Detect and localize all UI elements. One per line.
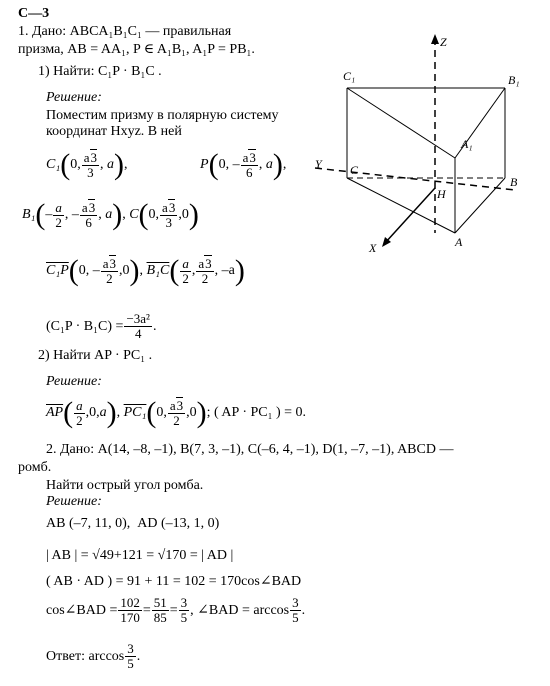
p2-question: Найти острый угол ромба. <box>46 478 204 493</box>
p2-vectors: AB (–7, 11, 0), AD (–13, 1, 0) <box>46 516 220 531</box>
solution-text-2: координат Hxyz. В ней <box>46 124 182 139</box>
p2-dot: ( AB · AD ) = 91 + 11 = 102 = 170cos∠BAD <box>46 574 302 589</box>
prism-figure <box>305 28 535 258</box>
label-c: C <box>350 163 359 177</box>
y-axis <box>315 168 515 190</box>
vector-c1p-b1c: C₁P ( 0, – $\frac{a3}{2}$ ,0 ) , B₁C ( $\frac{a}{2}$ , $\frac{a3}{2}$ , –a ) <box>46 254 245 287</box>
problem-set-header: С—3 <box>18 6 50 21</box>
p2-answer: Ответ: arccos $\frac{3}{5}$ . <box>46 641 141 671</box>
p2-given: 2. Дано: A(14, –8, –1), B(7, 3, –1), C(–6, 4, –1), D(1, –7, –1), ABCD — <box>46 442 454 457</box>
p2-solution-heading: Решение: <box>46 494 102 509</box>
p2-cos: cos∠BAD = $\frac{102}{170}$ = $\frac{51}{85}$ = $\frac{3}{5}$ , ∠BAD = arccos $\frac{3}{5}$ . <box>46 595 306 625</box>
label-b: B <box>510 175 518 189</box>
label-x: X <box>369 241 377 255</box>
vector-ap-pc1: $\overline{AP}$ ( $\frac{a}{2}$ ,0, a ) , PC₁ ( 0, $\frac{a3}{2}$ ,0 ) ; ( AP · PC₁ ) = 0. <box>46 396 307 429</box>
edge-c1a1 <box>347 88 455 158</box>
solution-text-1: Поместим призму в полярную систему <box>46 108 279 123</box>
label-b1: B₁ <box>508 73 520 87</box>
solution-heading-1: Решение: <box>46 90 102 105</box>
coord-c1: C₁ ( 0, $\frac{a3}{3}$ , a ) , <box>46 148 128 181</box>
label-h: H <box>437 187 446 201</box>
question-2: 2) Найти AP · PC₁ . <box>38 348 153 363</box>
given-line-2: призма, AB = AA₁, P ∈ A₁B₁, A₁P = PB₁. <box>18 42 255 57</box>
x-axis <box>385 188 435 243</box>
p2-lengths: | AB | = √49+121 = √170 = | AD | <box>46 548 234 563</box>
dot-product-1: (C₁P · B₁C) = $\frac{\text{−3a²}}{4}$ . <box>46 311 157 341</box>
given-line-1: 1. Дано: ABCA₁B₁C₁ — правильная <box>18 24 232 39</box>
coord-b1: B₁ ( – $\frac{a}{2}$ , – $\frac{a3}{6}$ , a ) , C ( 0, $\frac{a3}{3}$ ,0 ) <box>22 198 199 231</box>
label-c1: C₁ <box>343 69 356 83</box>
label-y: Y <box>315 157 322 171</box>
label-z: Z <box>440 35 447 49</box>
label-a1: A₁ <box>461 137 473 151</box>
coord-p: P ( 0, – $\frac{a3}{6}$ , a ) , <box>200 148 287 181</box>
label-a: A <box>455 235 463 249</box>
edge-ba <box>455 178 505 233</box>
solution-heading-2: Решение: <box>46 374 102 389</box>
question-1: 1) Найти: C₁P · B₁C . <box>38 64 162 79</box>
p2-given-2: ромб. <box>18 460 52 475</box>
z-arrow <box>431 34 439 44</box>
